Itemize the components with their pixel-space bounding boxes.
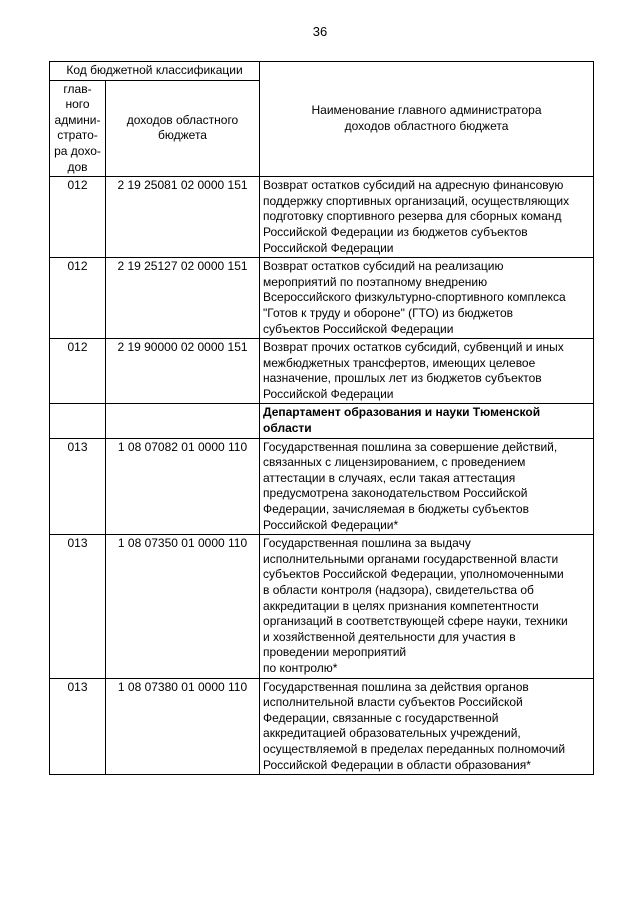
table-body <box>50 177 594 775</box>
budget-classification-table <box>49 61 594 775</box>
revenue-name-text: Возврат остатков субсидий на адресную финансовую поддержку спортивных организаций, осуществляющих подготовку спортивного резерва для сборных команд Российской Федерации из бюджетов субъектов Российской Федерации <box>263 178 570 255</box>
revenue-name-cell <box>260 535 594 678</box>
header-code-text: доходов областного бюджета <box>126 112 239 143</box>
admin-code-cell <box>50 404 106 438</box>
admin-code-cell: 013 <box>50 535 106 678</box>
section-title-text: Департамент образования и науки Тюменской области <box>263 405 541 436</box>
table-row <box>50 177 594 258</box>
section-row <box>50 404 594 438</box>
admin-code-cell: 013 <box>50 438 106 535</box>
revenue-name-cell <box>260 258 594 339</box>
revenue-name-cell <box>260 678 594 775</box>
revenue-code-cell: 1 08 07082 01 0000 110 <box>106 438 260 535</box>
header-name-column <box>260 62 594 177</box>
revenue-name-cell <box>260 177 594 258</box>
table-row <box>50 258 594 339</box>
table-header-row <box>50 62 594 81</box>
table-row <box>50 339 594 404</box>
revenue-name-text: Государственная пошлина за выдачу исполнительными органами государственной власти субъектов Российской Федерации, уполномоченными в области контроля (надзора), свидетельства об аккредитации в целях признания компетентности организаций в соответствующей сфере науки, техники и хозяйственной деятельности для участия в проведении мероприятий по контролю* <box>263 536 568 675</box>
revenue-name-text: Государственная пошлина за совершение действий, связанных с лицензированием, с проведением аттестации в случаях, если такая аттестация предусмотрена законодательством Российской Федерации, зачисляемая в бюджеты субъектов Российской Федерации* <box>263 439 558 532</box>
revenue-code-cell <box>106 404 260 438</box>
header-name-text: Наименование главного администратора доходов областного бюджета <box>311 103 542 134</box>
revenue-name-text: Возврат остатков субсидий на реализацию мероприятий по поэтапному внедрению Всероссийского физкультурно-спортивного комплекса "Готов к труду и обороне" (ГТО) из бюджетов субъектов Российской Федерации <box>263 259 566 336</box>
revenue-code-cell: 1 08 07350 01 0000 110 <box>106 535 260 678</box>
header-admin-column <box>50 80 106 177</box>
table-row <box>50 678 594 775</box>
header-admin-text: глав- ного админи- страто- ра дохо- дов <box>54 81 101 174</box>
revenue-name-text: Государственная пошлина за действия органов исполнительной власти субъектов Российской Федерации, связанные с государственной аккредитацией образовательных учреждений, осуществляемой в пределах переданных полномочий Российской Федерации в области образования* <box>263 679 566 772</box>
admin-code-cell: 012 <box>50 177 106 258</box>
header-group-label: Код бюджетной классификации <box>50 62 260 81</box>
table-row <box>50 535 594 678</box>
revenue-name-text: Возврат прочих остатков субсидий, субвенций и иных межбюджетных трансфертов, имеющих целевое назначение, прошлых лет из бюджетов субъектов Российской Федерации <box>263 340 564 401</box>
page-number: 36 <box>312 24 328 39</box>
revenue-code-cell: 2 19 25127 02 0000 151 <box>106 258 260 339</box>
revenue-code-cell: 2 19 25081 02 0000 151 <box>106 177 260 258</box>
admin-code-cell: 013 <box>50 678 106 775</box>
table-row <box>50 438 594 535</box>
admin-code-cell: 012 <box>50 339 106 404</box>
admin-code-cell: 012 <box>50 258 106 339</box>
revenue-code-cell: 1 08 07380 01 0000 110 <box>106 678 260 775</box>
revenue-name-cell <box>260 438 594 535</box>
revenue-name-cell <box>260 339 594 404</box>
revenue-code-cell: 2 19 90000 02 0000 151 <box>106 339 260 404</box>
section-title-cell <box>260 404 594 438</box>
header-code-column <box>106 80 260 177</box>
